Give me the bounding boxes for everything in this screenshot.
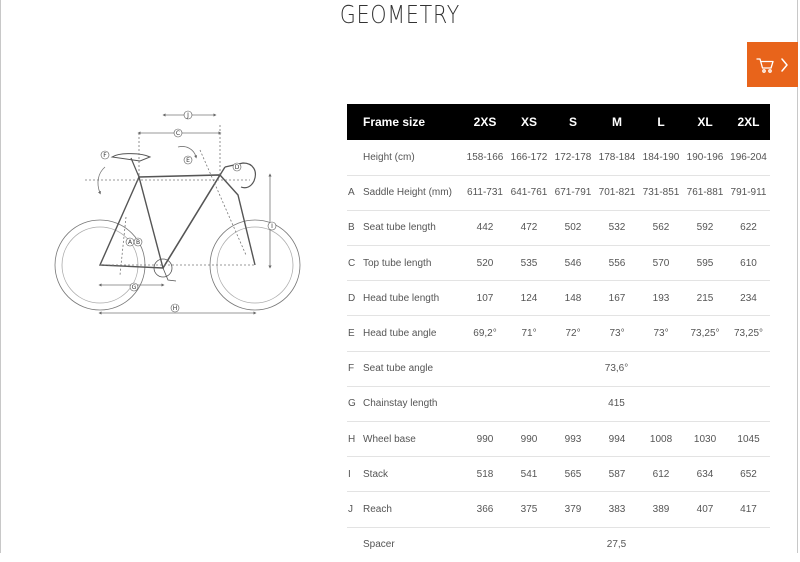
table-row <box>347 351 770 386</box>
diagram-label-c: C <box>175 130 181 137</box>
size-header-s: S <box>569 115 578 129</box>
table-row <box>347 140 770 175</box>
table-row <box>347 281 770 316</box>
table-cell: 562 <box>652 222 670 234</box>
table-cell: 990 <box>476 433 494 445</box>
table-cell: 389 <box>652 503 670 515</box>
table-cell: 472 <box>520 222 538 234</box>
table-cell: 193 <box>652 292 670 304</box>
table-cell: 518 <box>476 468 494 480</box>
table-cell: 107 <box>476 292 494 304</box>
table-cell: 184-190 <box>642 151 680 163</box>
frame-size-header: Frame size <box>363 115 426 129</box>
table-cell: 73,25° <box>734 328 764 340</box>
table-row <box>347 175 770 210</box>
diagram-label-i: I <box>271 223 273 230</box>
table-cell: 546 <box>564 257 582 269</box>
table-cell: 73° <box>609 328 625 340</box>
diagram-label-f: F <box>103 152 107 159</box>
table-cell: 190-196 <box>686 151 724 163</box>
diagram-label-a: A <box>127 239 133 246</box>
row-label: Head tube angle <box>363 328 437 340</box>
table-row <box>347 246 770 281</box>
table-cell: 641-761 <box>510 187 548 199</box>
table-cell: 1045 <box>737 433 760 445</box>
chevron-right-icon <box>782 59 787 71</box>
size-header-2xl: 2XL <box>737 115 760 129</box>
table-cell: 166-172 <box>510 151 548 163</box>
geometry-table <box>347 104 770 562</box>
row-letter: C <box>348 257 356 269</box>
table-cell: 791-911 <box>730 187 767 199</box>
table-cell: 69,2° <box>473 328 497 340</box>
row-letter: I <box>348 468 351 480</box>
table-cell: 375 <box>520 503 538 515</box>
table-cell: 671-791 <box>554 187 592 199</box>
table-cell: 379 <box>564 503 582 515</box>
size-header-xs: XS <box>521 115 538 129</box>
table-cell: 124 <box>520 292 538 304</box>
row-letter: F <box>348 363 355 375</box>
table-cell: 71° <box>521 328 537 340</box>
table-cell: 196-204 <box>730 151 767 163</box>
table-cell: 634 <box>696 468 714 480</box>
table-cell: 158-166 <box>466 151 504 163</box>
table-cell: 610 <box>740 257 757 269</box>
table-cell: 234 <box>740 292 757 304</box>
table-cell: 701-821 <box>598 187 636 199</box>
table-cell: 994 <box>608 433 626 445</box>
table-cell: 611-731 <box>467 187 503 199</box>
diagram-label-g: G <box>131 284 137 291</box>
size-header-2xs: 2XS <box>473 115 497 129</box>
row-label: Chainstay length <box>363 398 438 410</box>
table-cell: 565 <box>564 468 582 480</box>
row-label: Spacer <box>363 539 395 551</box>
diagram-label-h: H <box>172 305 178 312</box>
table-cell: 592 <box>696 222 714 234</box>
table-cell: 502 <box>564 222 582 234</box>
table-cell: 622 <box>740 222 757 234</box>
row-label: Saddle Height (mm) <box>363 187 452 199</box>
table-cell: 595 <box>696 257 714 269</box>
size-header-m: M <box>612 115 623 129</box>
row-letter: E <box>348 328 355 340</box>
diagram-label-j: J <box>187 112 189 119</box>
table-cell: 215 <box>696 292 714 304</box>
cart-icon <box>755 55 791 75</box>
table-cell: 556 <box>608 257 626 269</box>
table-cell: 383 <box>608 503 626 515</box>
table-cell: 417 <box>740 503 757 515</box>
row-letter: B <box>348 222 355 234</box>
row-letter: G <box>348 398 356 410</box>
size-header-xl: XL <box>697 115 713 129</box>
row-label: Seat tube angle <box>363 363 434 375</box>
row-label: Head tube length <box>363 292 440 304</box>
size-header-l: L <box>657 115 665 129</box>
row-letter: A <box>348 187 355 199</box>
table-row <box>347 210 770 245</box>
table-cell: 167 <box>608 292 626 304</box>
table-cell: 993 <box>564 433 582 445</box>
table-row <box>347 386 770 421</box>
table-cell-all-sizes: 73,6° <box>604 363 629 375</box>
row-label: Seat tube length <box>363 222 436 234</box>
row-label: Wheel base <box>363 433 416 445</box>
table-row <box>347 316 770 351</box>
row-letter <box>347 527 363 562</box>
table-cell: 761-881 <box>686 187 724 199</box>
table-cell: 73,25° <box>690 328 720 340</box>
table-cell: 652 <box>740 468 757 480</box>
table-cell: 178-184 <box>598 151 636 163</box>
cart-button[interactable] <box>747 42 798 87</box>
bike-geometry-diagram <box>50 105 310 325</box>
row-label: Stack <box>363 468 389 480</box>
table-cell-all-sizes: 27,5 <box>606 539 627 551</box>
table-cell: 366 <box>476 503 494 515</box>
table-cell: 1008 <box>649 433 673 445</box>
table-cell: 541 <box>520 468 538 480</box>
table-cell: 1030 <box>693 433 717 445</box>
table-cell: 73° <box>653 328 669 340</box>
table-row <box>347 457 770 492</box>
table-cell: 407 <box>696 503 714 515</box>
table-cell: 520 <box>476 257 494 269</box>
table-row <box>347 527 770 562</box>
row-letter <box>347 140 363 175</box>
row-label: Top tube length <box>363 257 432 269</box>
table-cell: 570 <box>652 257 670 269</box>
table-cell: 72° <box>565 328 581 340</box>
diagram-label-b: B <box>135 239 141 246</box>
table-cell: 990 <box>520 433 538 445</box>
table-row <box>347 422 770 457</box>
table-cell: 148 <box>564 292 582 304</box>
table-cell: 612 <box>652 468 670 480</box>
diagram-label-e: E <box>186 157 190 164</box>
table-cell: 442 <box>476 222 494 234</box>
table-cell: 587 <box>608 468 626 480</box>
table-cell: 532 <box>608 222 626 234</box>
table-header-row <box>347 104 770 140</box>
row-letter: H <box>348 433 356 445</box>
table-cell: 535 <box>520 257 538 269</box>
row-letter: J <box>348 503 353 515</box>
table-cell: 731-851 <box>642 187 680 199</box>
page-title: GEOMETRY <box>339 0 461 29</box>
diagram-label-d: D <box>234 164 240 171</box>
page-left-border <box>0 0 1 553</box>
table-cell-all-sizes: 415 <box>608 398 625 410</box>
row-label: Reach <box>363 503 392 515</box>
table-row <box>347 492 770 527</box>
table-cell: 172-178 <box>554 151 592 163</box>
row-label: Height (cm) <box>363 151 415 163</box>
row-letter: D <box>348 292 356 304</box>
